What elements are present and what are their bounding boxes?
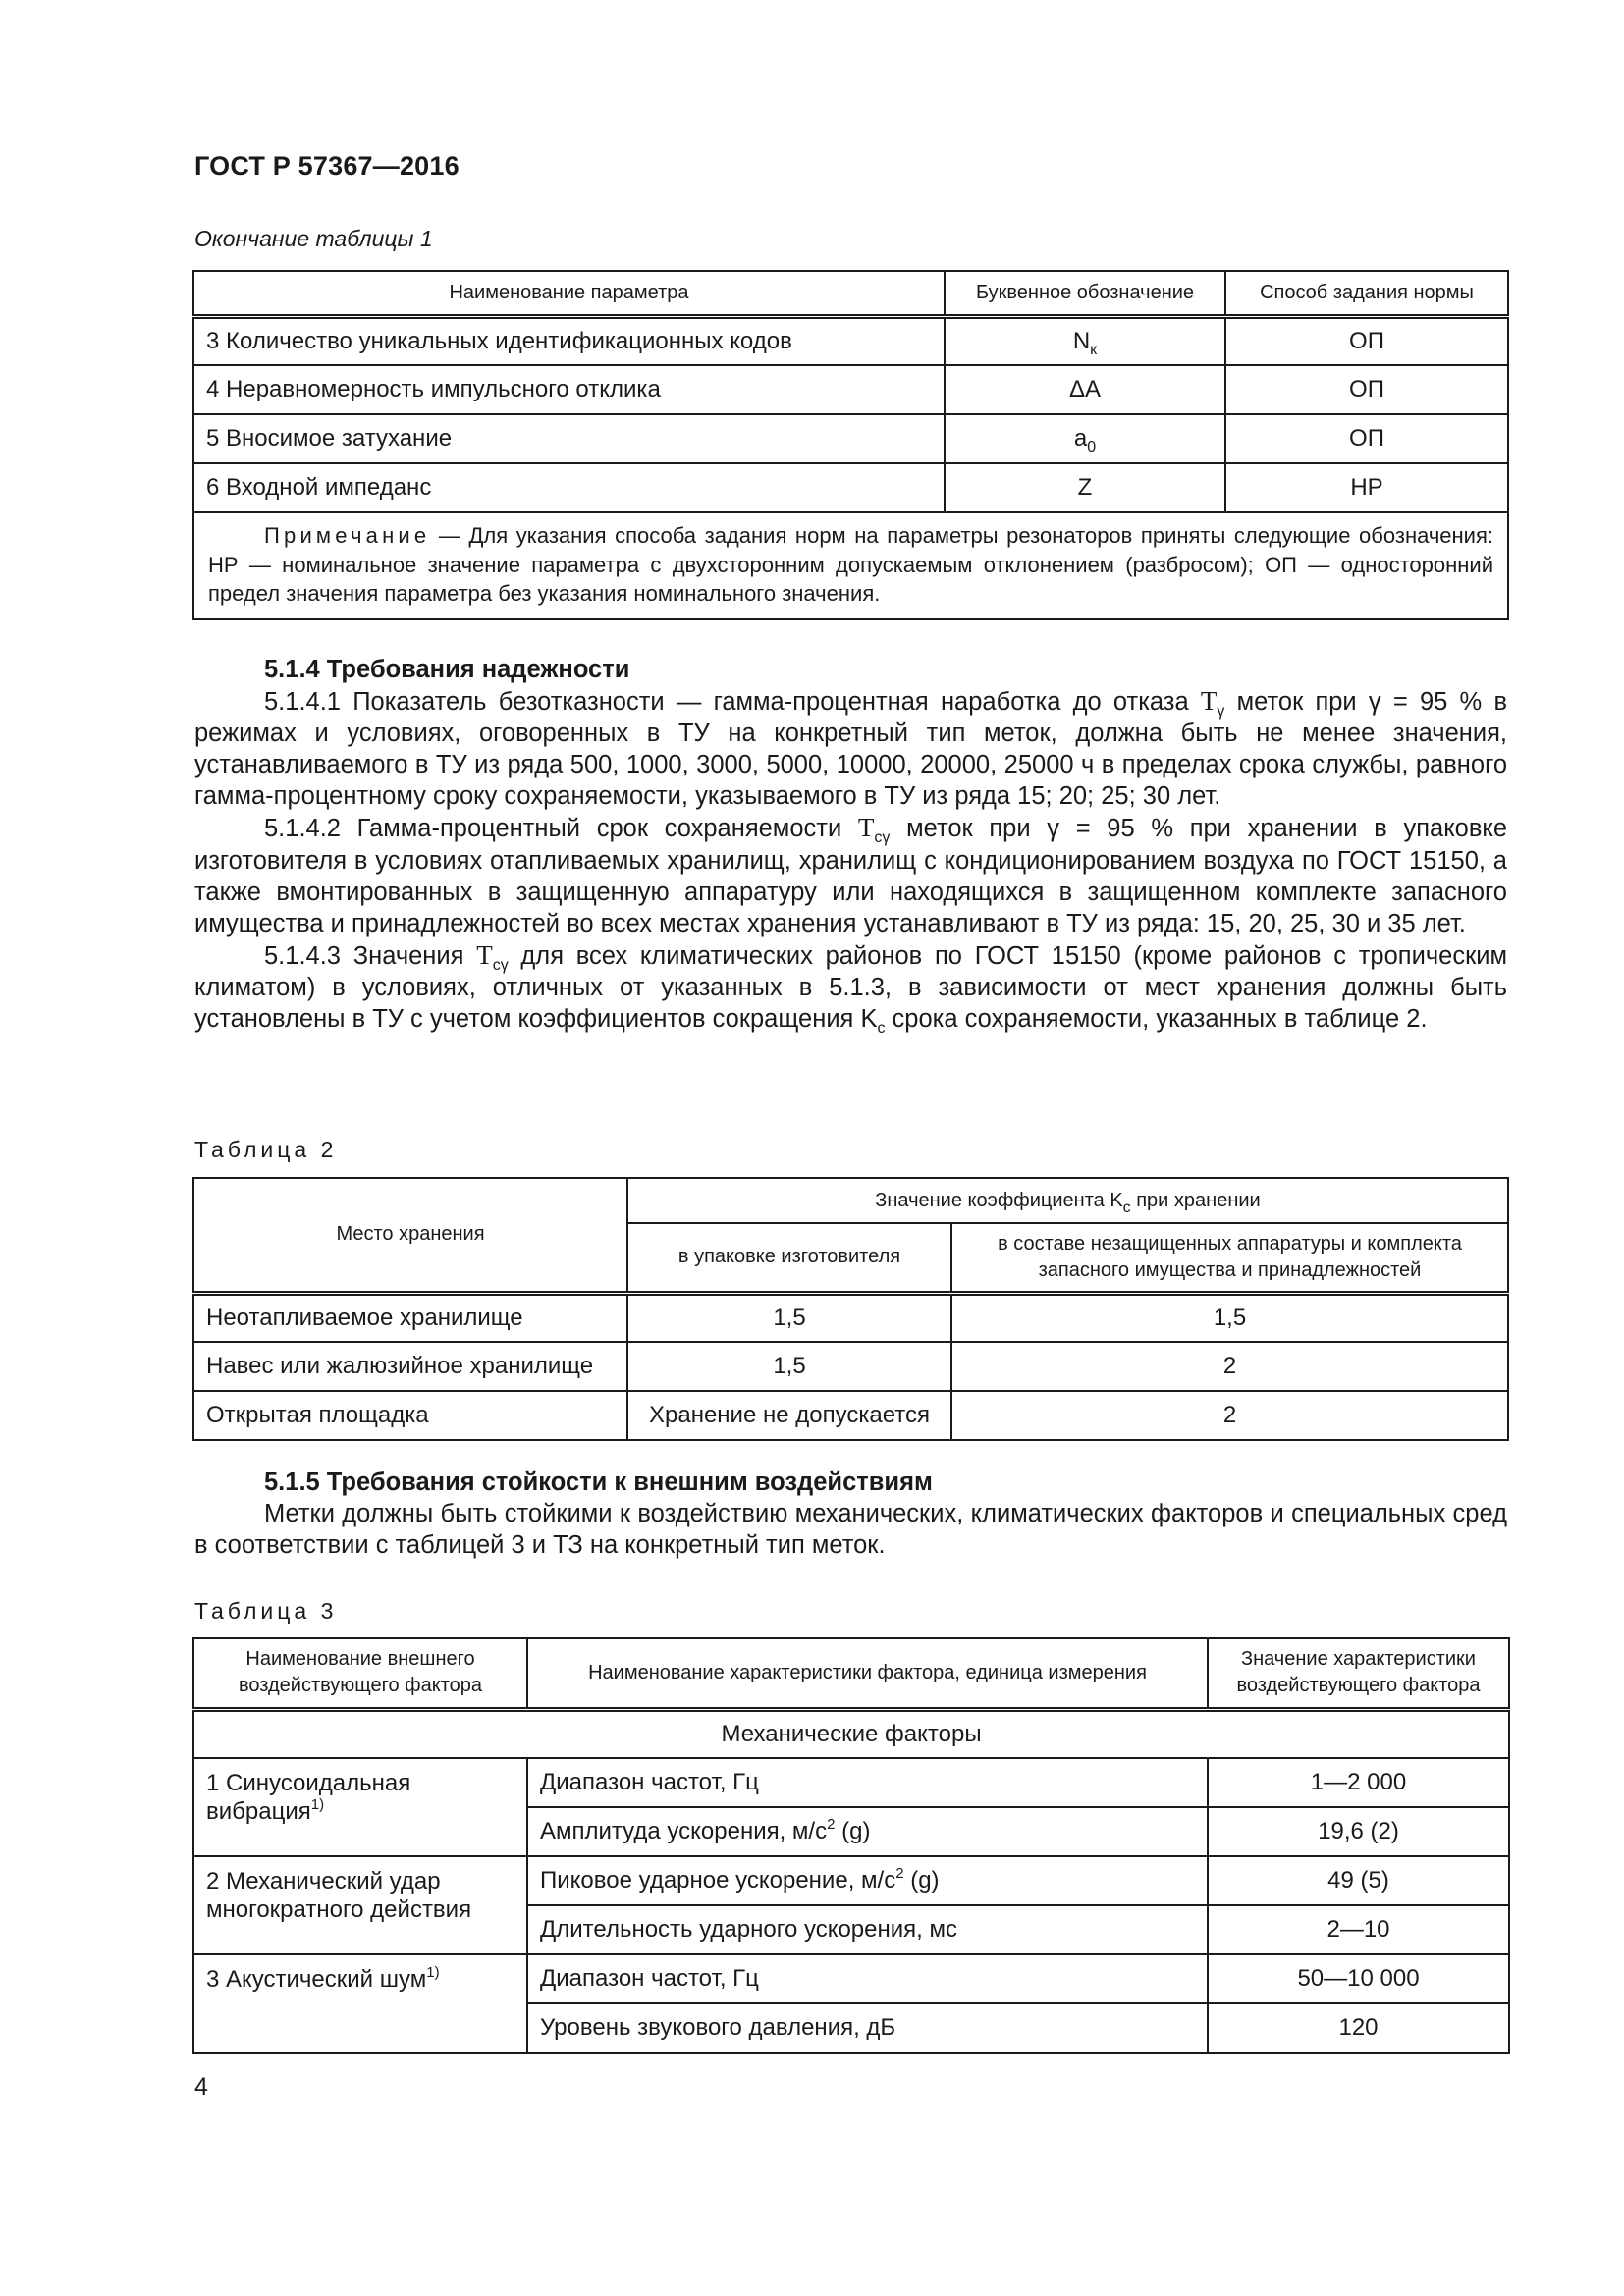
table-row: [193, 414, 1508, 463]
table3-header-value: Значение характеристики воздействующего фактора: [1208, 1638, 1509, 1709]
paragraph-5-1-5: Метки должны быть стойкими к воздействию механических, климатических факторов и специальных сред в соответствии с таблицей 3 и ТЗ на конкретный тип меток.: [194, 1500, 1507, 1560]
param-norm: ОП: [1225, 414, 1508, 463]
table-2: [192, 1177, 1509, 1441]
param-name: 5 Вносимое затухание: [193, 414, 945, 463]
factor-name: 1 Синусоидальная вибрация$^{1)}$: [193, 1758, 527, 1856]
table2-header-group: Значение коэффициента $K_с$ при хранении: [627, 1178, 1508, 1223]
value: 49 (5): [1208, 1856, 1509, 1905]
coef-set: 2: [951, 1391, 1508, 1440]
table1-note: [193, 512, 1508, 619]
param-symbol: ΔA: [945, 365, 1225, 414]
section-heading: 5.1.4 Требования надежности: [264, 656, 630, 683]
storage-place: Навес или жалюзийное хранилище: [193, 1342, 627, 1391]
characteristic: Диапазон частот, Гц: [527, 1758, 1208, 1807]
table-row: [193, 316, 1508, 365]
param-norm: ОП: [1225, 365, 1508, 414]
characteristic: Диапазон частот, Гц: [527, 1954, 1208, 2003]
note-text: — Для указания способа задания норм на параметры резонаторов приняты следующие обозначения: НР — номинальное значение параметра с двухсторонним допускаемым отклонением (разбросом); ОП — односторонний предел значения параметра без указания номинального значения.: [208, 523, 1493, 606]
param-norm: НР: [1225, 463, 1508, 512]
param-name: 4 Неравномерность импульсного отклика: [193, 365, 945, 414]
param-name: 3 Количество уникальных идентификационных кодов: [193, 316, 945, 365]
table3-header-factor: Наименование внешнего воздействующего фактора: [193, 1638, 527, 1709]
section-5-1-4: [194, 654, 1508, 1038]
storage-place: Неотапливаемое хранилище: [193, 1293, 627, 1342]
table2-header-pack: в упаковке изготовителя: [627, 1223, 951, 1293]
paragraph-5-1-4-1: 5.1.4.1 Показатель безотказности — гамма-процентная наработка до отказа $T_\gamma$ меток при γ = 95 % в режимах и условиях, оговоренных в ТУ на конкретный тип меток, должна быть не менее значения, устанавливаемого в ТУ из ряда 500, 1000, 3000, 5000, 10000, 20000, 25000 ч в пределах срока службы, равного гамма-процентному сроку сохраняемости, указываемого в ТУ из ряда 15; 20; 25; 30 лет.: [194, 686, 1507, 811]
value: 2—10: [1208, 1905, 1509, 1954]
characteristic: Амплитуда ускорения, $м/с^2$ (g): [527, 1807, 1208, 1856]
coef-pack: Хранение не допускается: [627, 1391, 951, 1440]
factor-name: 3 Акустический шум$^{1)}$: [193, 1954, 527, 2053]
characteristic: Пиковое ударное ускорение, $м/с^2$ (g): [527, 1856, 1208, 1905]
param-symbol: $a_0$: [945, 414, 1225, 463]
table3-header-characteristic: Наименование характеристики фактора, единица измерения: [527, 1638, 1208, 1709]
table-row: [193, 1758, 1509, 1807]
value: 50—10 000: [1208, 1954, 1509, 2003]
value: 120: [1208, 2003, 1509, 2053]
param-symbol: $N_к$: [945, 316, 1225, 365]
coef-set: 2: [951, 1342, 1508, 1391]
table-row: [193, 365, 1508, 414]
param-norm: ОП: [1225, 316, 1508, 365]
table-note-row: [193, 512, 1508, 619]
table-1: [192, 270, 1509, 620]
section-heading: 5.1.5 Требования стойкости к внешним воздействиям: [264, 1468, 933, 1496]
characteristic: Длительность ударного ускорения, мс: [527, 1905, 1208, 1954]
value: 19,6 (2): [1208, 1807, 1509, 1856]
param-symbol: Z: [945, 463, 1225, 512]
table2-header-set: в составе незащищенных аппаратуры и комплекта запасного имущества и принадлежностей: [951, 1223, 1508, 1293]
table1-header-norm: Способ задания нормы: [1225, 271, 1508, 316]
table3-caption: Таблица 3: [194, 1598, 338, 1624]
coef-pack: 1,5: [627, 1293, 951, 1342]
characteristic: Уровень звукового давления, дБ: [527, 2003, 1208, 2053]
table-row: [193, 463, 1508, 512]
table2-header-place: Место хранения: [193, 1178, 627, 1293]
value: 1—2 000: [1208, 1758, 1509, 1807]
document-header: ГОСТ Р 57367—2016: [194, 151, 460, 181]
table1-header-symbol: Буквенное обозначение: [945, 271, 1225, 316]
storage-place: Открытая площадка: [193, 1391, 627, 1440]
page-number: 4: [194, 2073, 208, 2101]
coef-set: 1,5: [951, 1293, 1508, 1342]
paragraph-5-1-4-2: 5.1.4.2 Гамма-процентный срок сохраняемости $T_{с\gamma}$ меток при γ = 95 % при хранении в упаковке изготовителя в условиях отапливаемых хранилищ, хранилищ с кондиционированием воздуха по ГОСТ 15150, а также вмонтированных в защищенную аппаратуру или находящихся в защищенном комплекте запасного имущества и принадлежностей во всех местах хранения устанавливают в ТУ из ряда: 15, 20, 25, 30 и 35 лет.: [194, 813, 1508, 937]
factor-name: 2 Механический удар многократного действия: [193, 1856, 527, 1954]
table-row: [193, 1954, 1509, 2003]
group-title: Механические факторы: [193, 1709, 1509, 1758]
section-5-1-5: [194, 1467, 1507, 1561]
table-3: [192, 1637, 1510, 2054]
paragraph-5-1-4-3: 5.1.4.3 Значения $T_{с\gamma}$ для всех климатических районов по ГОСТ 15150 (кроме районов с тропическим климатом) в условиях, отличных от указанных в 5.1.3, в зависимости от мест хранения должны быть установлены в ТУ с учетом коэффициентов сокращения $K_с$ срока сохраняемости, указанных в таблице 2.: [194, 939, 1507, 1038]
note-label: Примечание: [264, 523, 431, 548]
table-row: [193, 1342, 1508, 1391]
table1-caption: Окончание таблицы 1: [194, 226, 433, 251]
param-name: 6 Входной импеданс: [193, 463, 945, 512]
coef-pack: 1,5: [627, 1342, 951, 1391]
table-row: [193, 1391, 1508, 1440]
table2-caption: Таблица 2: [194, 1137, 338, 1162]
table-row: [193, 1293, 1508, 1342]
table-row: [193, 1856, 1509, 1905]
table1-header-param: Наименование параметра: [193, 271, 945, 316]
